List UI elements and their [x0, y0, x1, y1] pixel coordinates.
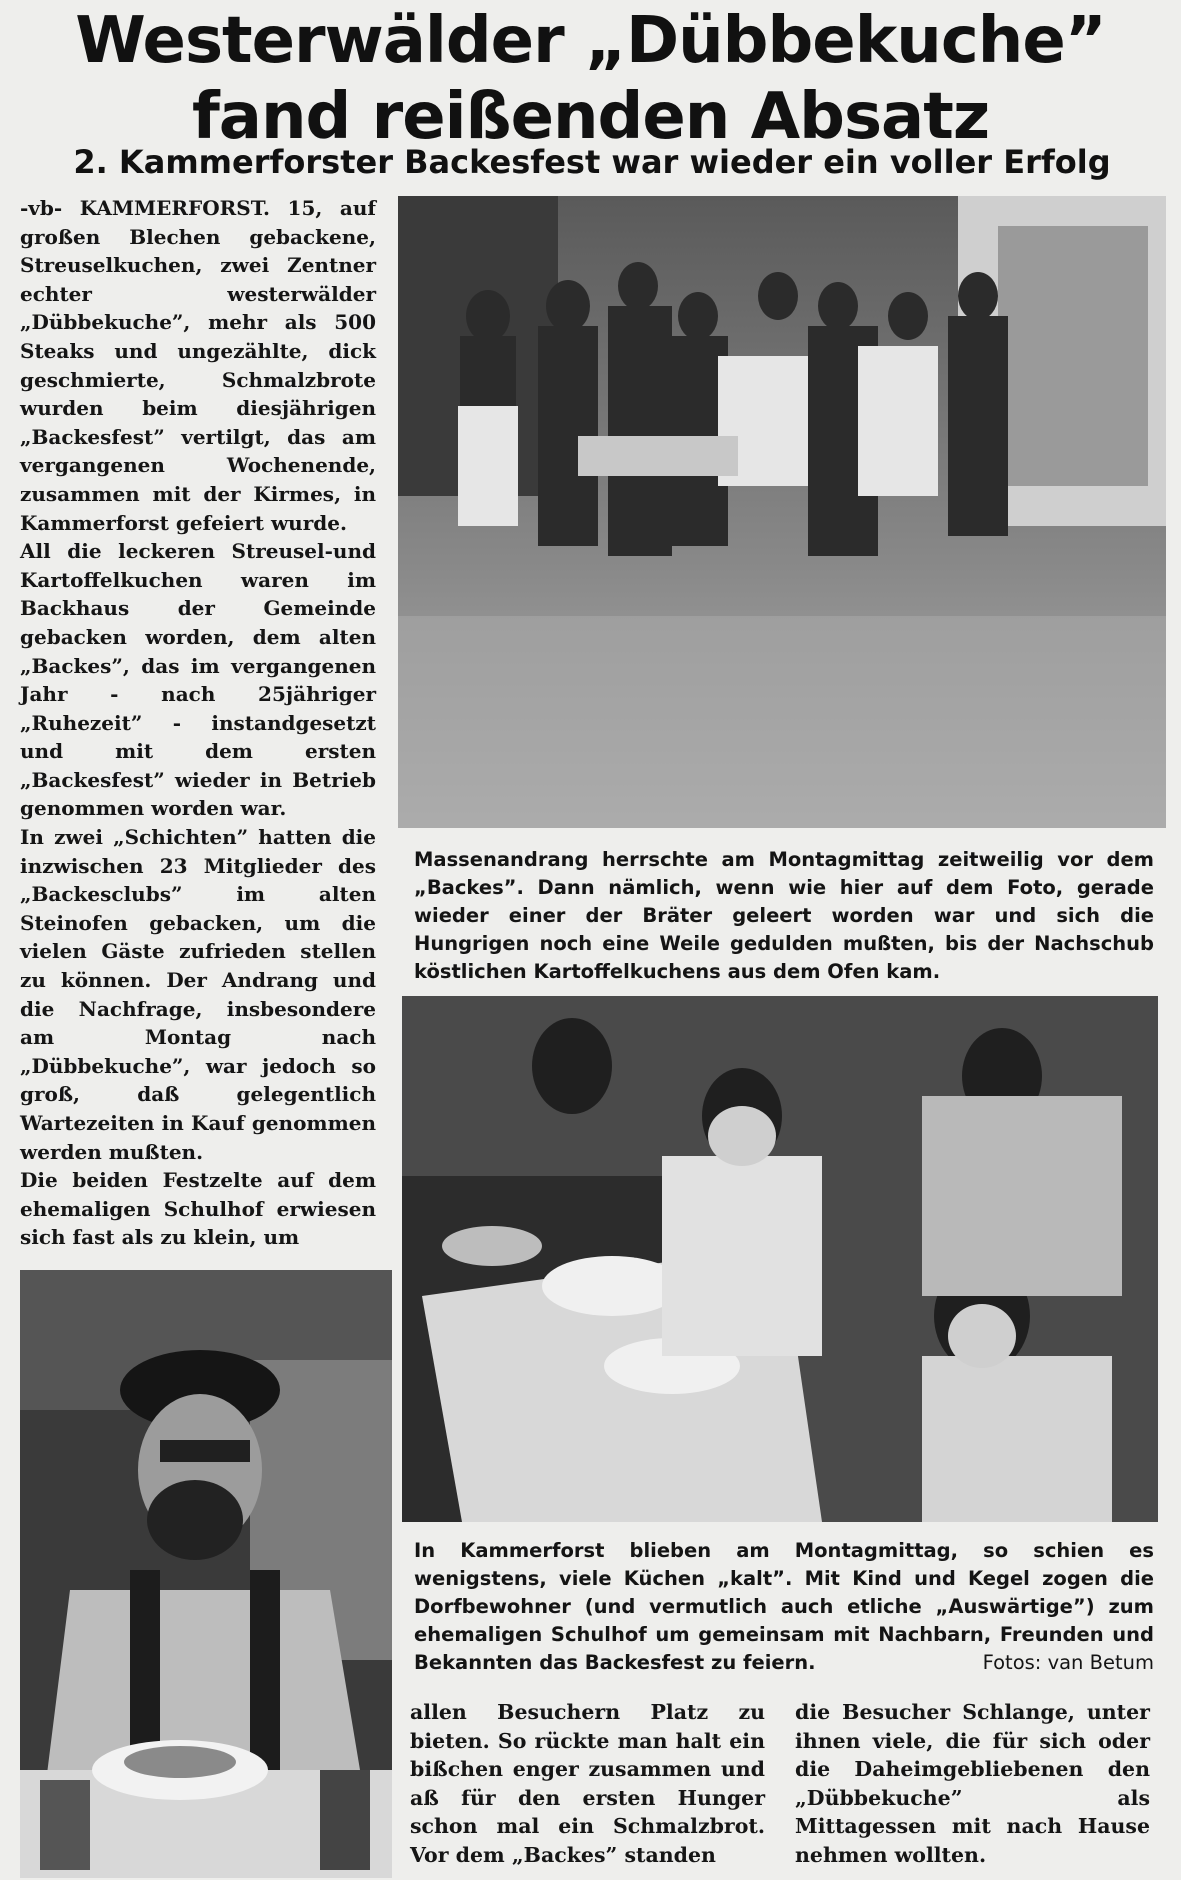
- subheadline: 2. Kammerforster Backesfest war wieder ein voller Erfolg: [73, 143, 1111, 181]
- photo-caption-2-text: In Kammerforst blieben am Montagmittag, so schien es wenigstens, viele Küchen „kalt”. Mit Kind und Kegel zogen die Dorfbewohner (und vermutlich auch etliche „Auswärtige”) zum ehemaligen Schulhof um gemeinsam mit Nachbarn, Freunden und Bekannten das Backesfest zu feiern.: [414, 1539, 1154, 1674]
- paragraph-3: In zwei „Schichten” hatten die inzwischen 23 Mitglieder des „Backesclubs” im alten Steinofen gebacken, um die vielen Gäste zufrieden stellen zu können. Der Andrang und die Nachfrage, insbesondere am Montag nach „Dübbekuche”, war jedoch so groß, daß gelegentlich Wartezeiten in Kauf genommen werden mußten.: [20, 825, 376, 1164]
- article-body-left-column: [20, 194, 376, 1252]
- photo-crowd-queue: [398, 196, 1166, 828]
- paragraph-4: Die beiden Festzelte auf dem ehemaligen Schulhof erwiesen sich fast als zu klein, um: [20, 1168, 376, 1250]
- photo-families-at-tables: [402, 996, 1158, 1522]
- paragraph-1: -vb- KAMMERFORST. 15, auf großen Blechen gebackene, Streuselkuchen, zwei Zentner echter westerwälder „Dübbekuche”, mehr als 500 Steaks und ungezählte, dick geschmierte, Schmalzbrote wurden beim diesjährigen „Backesfest” vertilgt, das am vergangenen Wochenende, zusammen mit der Kirmes, in Kammerforst gefeiert wurde.: [20, 196, 376, 535]
- photo-man-eating: [20, 1270, 392, 1878]
- paragraph-2: All die leckeren Streusel-und Kartoffelkuchen waren im Backhaus der Gemeinde gebacken worden, dem alten „Backes”, das im vergangenen Jahr - nach 25jähriger „Ruhezeit” - instandgesetzt und mit dem ersten „Backesfest” wieder in Betrieb genommen worden war.: [20, 539, 376, 821]
- photo-caption-1: Massenandrang herrschte am Montagmittag zeitweilig vor dem „Backes”. Dann nämlich, wenn wie hier auf dem Foto, gerade wieder einer der Bräter geleert worden war und sich die Hungrigen noch eine Weile gedulden mußten, bis der Nachschub köstlichen Kartoffelkuchens aus dem Ofen kam.: [414, 848, 1154, 983]
- photo-families-at-tables-image: [402, 996, 1158, 1522]
- photo-credit: Fotos: van Betum: [982, 1651, 1154, 1674]
- photo-crowd-queue-image: [398, 196, 1166, 828]
- photo-man-eating-image: [20, 1270, 392, 1878]
- article-body-bottom-left-column: allen Besuchern Platz zu bieten. So rückte man halt ein bißchen enger zusammen und aß für den ersten Hunger schon mal ein Schmalzbrot. Vor dem „Backes” standen: [410, 1700, 765, 1867]
- headline-line-1: Westerwälder „Dübbekuche”: [75, 4, 1106, 78]
- article-body-bottom-right-column: die Besucher Schlange, unter ihnen viele, die für sich oder die Daheimgebliebenen den „Dübbekuche” als Mittagessen mit nach Hause nehmen wollten.: [795, 1700, 1150, 1867]
- headline-line-2: fand reißenden Absatz: [191, 80, 990, 154]
- photo-caption-2: [414, 1537, 1154, 1677]
